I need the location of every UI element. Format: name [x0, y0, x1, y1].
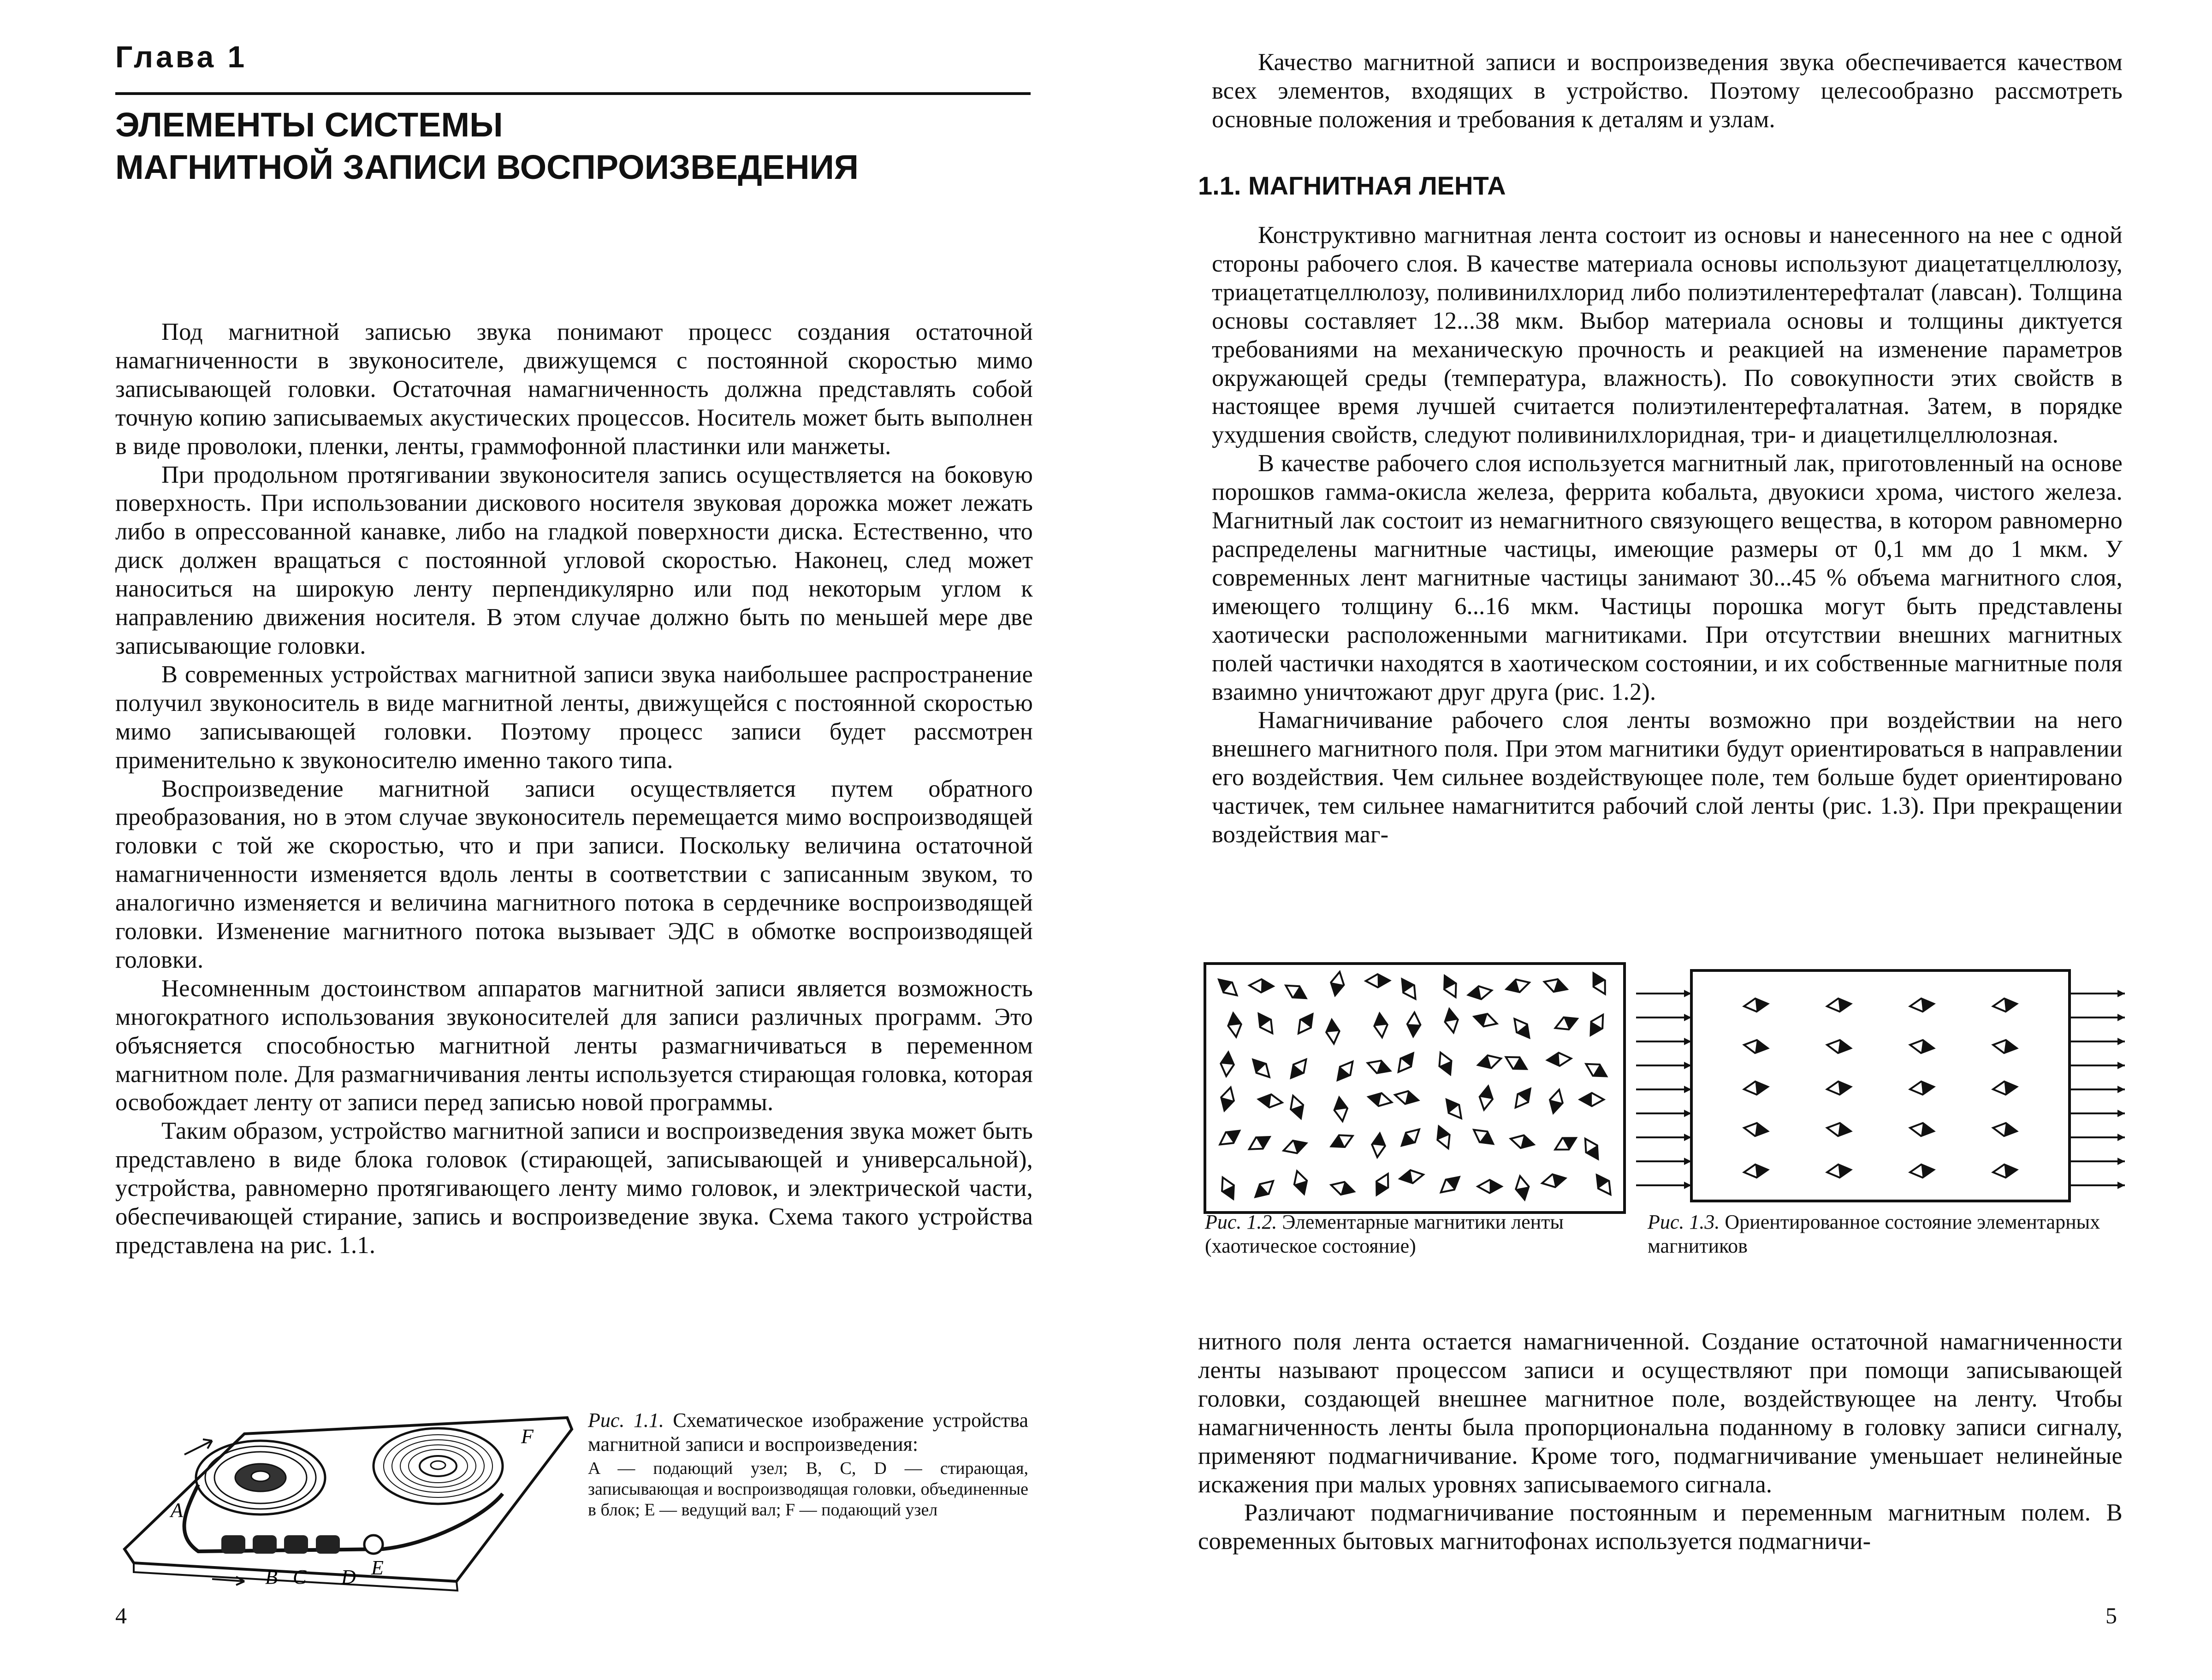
magnet-chaotic — [1248, 1055, 1274, 1082]
takeup-reel — [374, 1428, 503, 1504]
magnet-oriented — [1826, 1038, 1851, 1055]
magnet-chaotic — [1470, 1124, 1497, 1149]
magnet-chaotic — [1333, 1096, 1349, 1122]
magnet-chaotic — [1541, 1172, 1567, 1190]
magnet-chaotic — [1467, 984, 1493, 1001]
magnet-chaotic — [1251, 1176, 1278, 1202]
magnet-chaotic — [1216, 1125, 1243, 1150]
magnet-chaotic — [1325, 1019, 1340, 1044]
magnet-chaotic — [1333, 1058, 1358, 1084]
magnet-chaotic — [1215, 975, 1241, 1000]
field-arrow — [2117, 1014, 2125, 1021]
magnet-oriented — [1992, 1121, 2017, 1138]
magnet-chaotic — [1371, 1171, 1394, 1198]
magnet-chaotic — [1397, 976, 1421, 1003]
paragraph: Качество магнитной записи и воспроизведения звука обеспечивается качеством всех элементов, входящих в устройство. Поэтому целесообразно рассмотреть основные положения и требования к деталям и узлам. — [1212, 49, 2123, 133]
label-F: F — [521, 1425, 534, 1448]
magnet-chaotic — [1510, 1085, 1536, 1112]
magnet-chaotic — [1477, 1085, 1494, 1111]
field-arrow — [2117, 1182, 2125, 1189]
figure-1-2-caption — [1205, 1210, 1588, 1258]
magnet-chaotic — [1373, 1013, 1389, 1038]
magnet-chaotic — [1371, 1133, 1387, 1158]
magnet-oriented — [1993, 997, 2018, 1013]
paragraph: В современных устройствах магнитной записи звука наибольшее распространение получил звуконоситель в виде магнитной ленты, движущейся с постоянной скоростью мимо записывающей головки. Поэтому процесс записи будет рассмотрен применительно к звуконосителю именно такого типа. — [115, 661, 1033, 774]
magnet-oriented — [1910, 997, 1935, 1013]
magnet-chaotic — [1286, 1055, 1311, 1082]
magnet-chaotic — [1441, 1095, 1467, 1123]
label-D: D — [341, 1566, 356, 1588]
magnet-oriented — [1910, 1080, 1935, 1096]
magnet-oriented — [1827, 1080, 1852, 1096]
paragraph: Различают подмагничивание постоянным и переменным магнитным полем. В современных бытовых магнитофонах используется подмагничи- — [1198, 1499, 2123, 1555]
magnet-chaotic — [1253, 1010, 1278, 1037]
magnet-chaotic — [1435, 1050, 1456, 1077]
caption-text: Схематическое изображение устройства магнитной записи и воспроизведения: — [588, 1409, 1029, 1455]
right-page — [1106, 0, 2212, 1680]
magnet-oriented — [1743, 1121, 1768, 1138]
magnet-oriented — [1827, 997, 1852, 1013]
field-arrow — [2117, 1110, 2125, 1117]
paragraph: В качестве рабочего слоя используется магнитный лак, приготовленный на основе порошков гамма-окисла железа, феррита кобальта, двуокиси хрома, чистого железа. Магнитный лак состоит из немагнитного связующего вещества, в котором равномерно распределены магнитные частицы, имеющие размеры от 0,1 мм до 1 мкм. У современных лент магнитные частицы занимают 30...45 % объема магнитного слоя, имеющего толщину 6...16 мкм. Частицы порошка могут быть представлены хаотически расположенными магнитиками. При отсутствии внешних магнитных полей частички находятся в хаотическом состоянии, и их собственные магнитные поля взаимно уничтожают друг друга (рис. 1.2). — [1212, 450, 2123, 705]
paragraph: Таким образом, устройство магнитной записи и воспроизведения звука может быть представлено в виде блока головок (стирающей, записывающей и универсальной), устройства, равномерно протягивающего ленту мимо головок, и электрической части, обеспечивающей стирание, запись и воспроизведение звука. Схема такого устройства представлена на рис. 1.1. — [115, 1118, 1033, 1259]
paragraph: При продольном протягивании звуконосителя запись осуществляется на боковую поверхность. При использовании дискового носителя звуковая дорожка может лежать либо в опрессованной канавке, либо на гладкой поверхности диска. Естественно, что диск должен вращаться с постоянной угловой скоростью. Наконец, след может наноситься на широкую ленту перпендикулярно или под некоторым углом к направлению движения носителя. В этом случае должно быть по меньшей мере две записывающие головки. — [115, 461, 1033, 659]
paragraph: Конструктивно магнитная лента состоит из основы и нанесенного на нее с одной стороны рабочего слоя. В качестве материала основы используют диацетатцеллюлозу, триацетатцеллюлозу, поливинилхлорид либо полиэтилентерефталат (лавсан). Толщина основы составляет 12...38 мкм. Выбор материала основы и толщины диктуется требованиями на механическую прочность и реакцией на изменение параметров окружающей среды (температура, влажность). По совокупности этих свойств в настоящее время лучшей считается полиэтилентерефталатная. Затем, в порядке ухудшения свойств, следуют поливинилхлоридная, три- и диацетилцеллюлозная. — [1212, 222, 2123, 449]
magnet-chaotic — [1291, 1169, 1311, 1196]
section-title: 1.1. МАГНИТНАЯ ЛЕНТА — [1198, 171, 1506, 200]
magnet-chaotic — [1218, 1086, 1237, 1112]
label-B: B — [265, 1566, 278, 1588]
caption-text: Элементарные магнитики ленты (хаотическое состояние) — [1205, 1211, 1564, 1257]
label-A: A — [171, 1499, 183, 1521]
chapter-title-line-1: ЭЛЕМЕНТЫ СИСТЕМЫ — [115, 106, 503, 144]
magnet-chaotic — [1257, 1093, 1283, 1109]
continuation-text — [1198, 1328, 2123, 1556]
chapter-label: Глава 1 — [115, 40, 248, 74]
supply-reel — [196, 1441, 325, 1514]
magnet-chaotic — [1547, 1052, 1572, 1067]
magnet-chaotic — [1547, 1088, 1566, 1114]
label-C: C — [293, 1566, 307, 1588]
paragraph: Намагничивание рабочего слоя ленты возможно при воздействии на него внешнего магнитного поля. При этом магнитики будут ориентироваться в направлении его воздействия. Чем сильнее воздействующее поле, тем больше будет ориентировано частичек, тем сильнее намагнитится рабочий слой ленты (рис. 1.3). При прекращении воздействия маг- — [1212, 707, 2123, 848]
magnet-chaotic — [1397, 1124, 1424, 1150]
chapter-divider — [115, 92, 1031, 95]
magnet-oriented — [1744, 1080, 1769, 1096]
figure-1-3-caption — [1648, 1210, 2123, 1258]
magnet-chaotic — [1365, 974, 1389, 988]
magnet-chaotic — [1217, 1175, 1239, 1202]
magnet-chaotic — [1249, 979, 1274, 993]
magnet-chaotic — [1328, 970, 1346, 997]
magnet-chaotic — [1365, 1057, 1392, 1077]
magnet-chaotic — [1585, 1012, 1608, 1039]
magnet-oriented — [1827, 1163, 1852, 1179]
field-arrow — [2117, 1086, 2125, 1093]
magnet-chaotic — [1394, 1088, 1420, 1107]
magnet-chaotic — [1509, 1015, 1535, 1042]
magnet-chaotic — [1437, 1172, 1464, 1197]
magnet-chaotic — [1580, 1135, 1604, 1162]
magnet-chaotic — [1220, 1052, 1235, 1077]
magnet-chaotic — [1553, 1012, 1580, 1034]
magnet-oriented — [1826, 1121, 1851, 1138]
field-arrow — [2117, 1134, 2125, 1141]
magnet-chaotic — [1227, 1012, 1243, 1038]
magnet-chaotic — [1439, 973, 1461, 1000]
magnet-chaotic — [1509, 1132, 1535, 1151]
magnet-chaotic — [1583, 1059, 1610, 1082]
magnet-chaotic — [1513, 1175, 1531, 1201]
capstan — [364, 1535, 383, 1554]
magnet-chaotic — [1443, 1008, 1460, 1034]
magnet-chaotic — [1433, 1124, 1454, 1151]
caption-legend: A — подающий узел; B, C, D — стирающая, записывающая и воспроизводящая головки, объединенные в блок; E — ведущий вал; F — подающий узел — [588, 1459, 1028, 1520]
magnet-chaotic — [1393, 1049, 1418, 1076]
magnet-oriented — [1910, 1163, 1935, 1179]
magnet-chaotic — [1329, 1179, 1356, 1198]
magnet-chaotic — [1246, 1131, 1273, 1155]
magnet-chaotic — [1505, 976, 1531, 995]
label-E: E — [371, 1556, 384, 1579]
magnet-chaotic — [1293, 1010, 1318, 1037]
paragraph: Воспроизведение магнитной записи осуществляется путем обратного преобразования, но в этом случае звуконоситель перемещается мимо воспроизводящей головки с той же скоростью, что и при записи. Поскольку величина остаточной намагниченности изменяется вдоль ленты в соответствии с записанным звуком, то аналогично изменяется и величина магнитного потока в сердечнике воспроизводящей головки. Изменение магнитного потока вызывает ЭДС в обмотке воспроизводящей головки. — [115, 775, 1033, 973]
caption-text: Ориентированное состояние элементарных магнитиков — [1648, 1211, 2100, 1257]
caption-label: Рис. 1.1. — [588, 1409, 664, 1432]
tape-recorder-diagram — [106, 1397, 586, 1618]
magnet-chaotic — [1399, 1168, 1424, 1185]
magnet-chaotic — [1552, 1132, 1579, 1155]
page-number: 4 — [115, 1603, 127, 1628]
chaotic-magnets-figure — [1203, 961, 1627, 1215]
figure-1-1-caption — [588, 1408, 1028, 1520]
magnet-oriented — [1993, 1163, 2018, 1179]
magnet-oriented — [1909, 1121, 1934, 1138]
magnet-oriented — [1909, 1038, 1934, 1055]
page-number: 5 — [2105, 1603, 2117, 1628]
caption-label: Рис. 1.3. — [1648, 1211, 1720, 1233]
magnet-chaotic — [1367, 1090, 1393, 1109]
intro-text — [1212, 48, 2123, 134]
field-arrow — [2117, 1038, 2125, 1045]
paragraph: нитного поля лента остается намагниченной. Создание остаточной намагниченности ленты называют процессом записи и осуществляют при помощи записывающей головки, создающей внешнее магнитное поле, воздействующее на ленту. Чтобы намагниченность ленты была пропорциональна поданному в головку записи сигналу, применяют подмагничивание. Кроме того, подмагничивание уменьшает нелинейные искажения при малых уровнях записываемого сигнала. — [1198, 1328, 2123, 1498]
magnet-chaotic — [1328, 1130, 1356, 1153]
field-arrow — [2117, 990, 2125, 997]
magnet-chaotic — [1503, 1051, 1530, 1075]
caption-label: Рис. 1.2. — [1205, 1211, 1277, 1233]
magnet-chaotic — [1282, 980, 1310, 1004]
magnet-chaotic — [1472, 1010, 1499, 1030]
magnet-chaotic — [1542, 976, 1569, 995]
magnet-chaotic — [1580, 1093, 1604, 1106]
chapter-title-line-2: МАГНИТНОЙ ЗАПИСИ ВОСПРОИЗВЕДЕНИЯ — [115, 148, 859, 186]
magnet-chaotic — [1287, 1094, 1307, 1120]
magnet-chaotic — [1588, 970, 1611, 997]
oriented-magnets-figure — [1631, 968, 2129, 1203]
magnet-chaotic — [1591, 1171, 1616, 1198]
chapter-title — [115, 104, 1038, 189]
magnet-oriented — [1744, 1163, 1769, 1179]
magnet-oriented — [1992, 1038, 2017, 1055]
magnet-chaotic — [1476, 1052, 1503, 1071]
magnet-oriented — [1743, 1038, 1768, 1055]
right-body-text — [1212, 221, 2123, 849]
paragraph: Несомненным достоинством аппаратов магнитной записи является возможность многократного использования звуконосителей для записи различных программ. Это объясняется способностью магнитной ленты размагничиваться в переменном магнитном поле. Для размагничивания ленты используется стирающая головка, которая освобождает ленту от записи перед записью новой программы. — [115, 975, 1033, 1116]
left-body-text — [115, 318, 1033, 1260]
field-arrow — [2117, 1062, 2125, 1069]
field-arrow — [2117, 1158, 2125, 1165]
magnet-oriented — [1993, 1080, 2018, 1096]
magnet-chaotic — [1478, 1180, 1502, 1193]
magnet-oriented — [1744, 997, 1769, 1013]
magnet-chaotic — [1281, 1137, 1308, 1157]
paragraph: Под магнитной записью звука понимают процесс создания остаточной намагниченности в звуконосителе, движущемся с постоянной скоростью мимо записывающей головки. Остаточная намагниченность должна представлять собой точную копию записываемых акустических процессов. Носитель может быть выполнен в виде проволоки, пленки, ленты, граммофонной пластинки или манжеты. — [115, 319, 1033, 460]
magnet-chaotic — [1406, 1012, 1421, 1036]
